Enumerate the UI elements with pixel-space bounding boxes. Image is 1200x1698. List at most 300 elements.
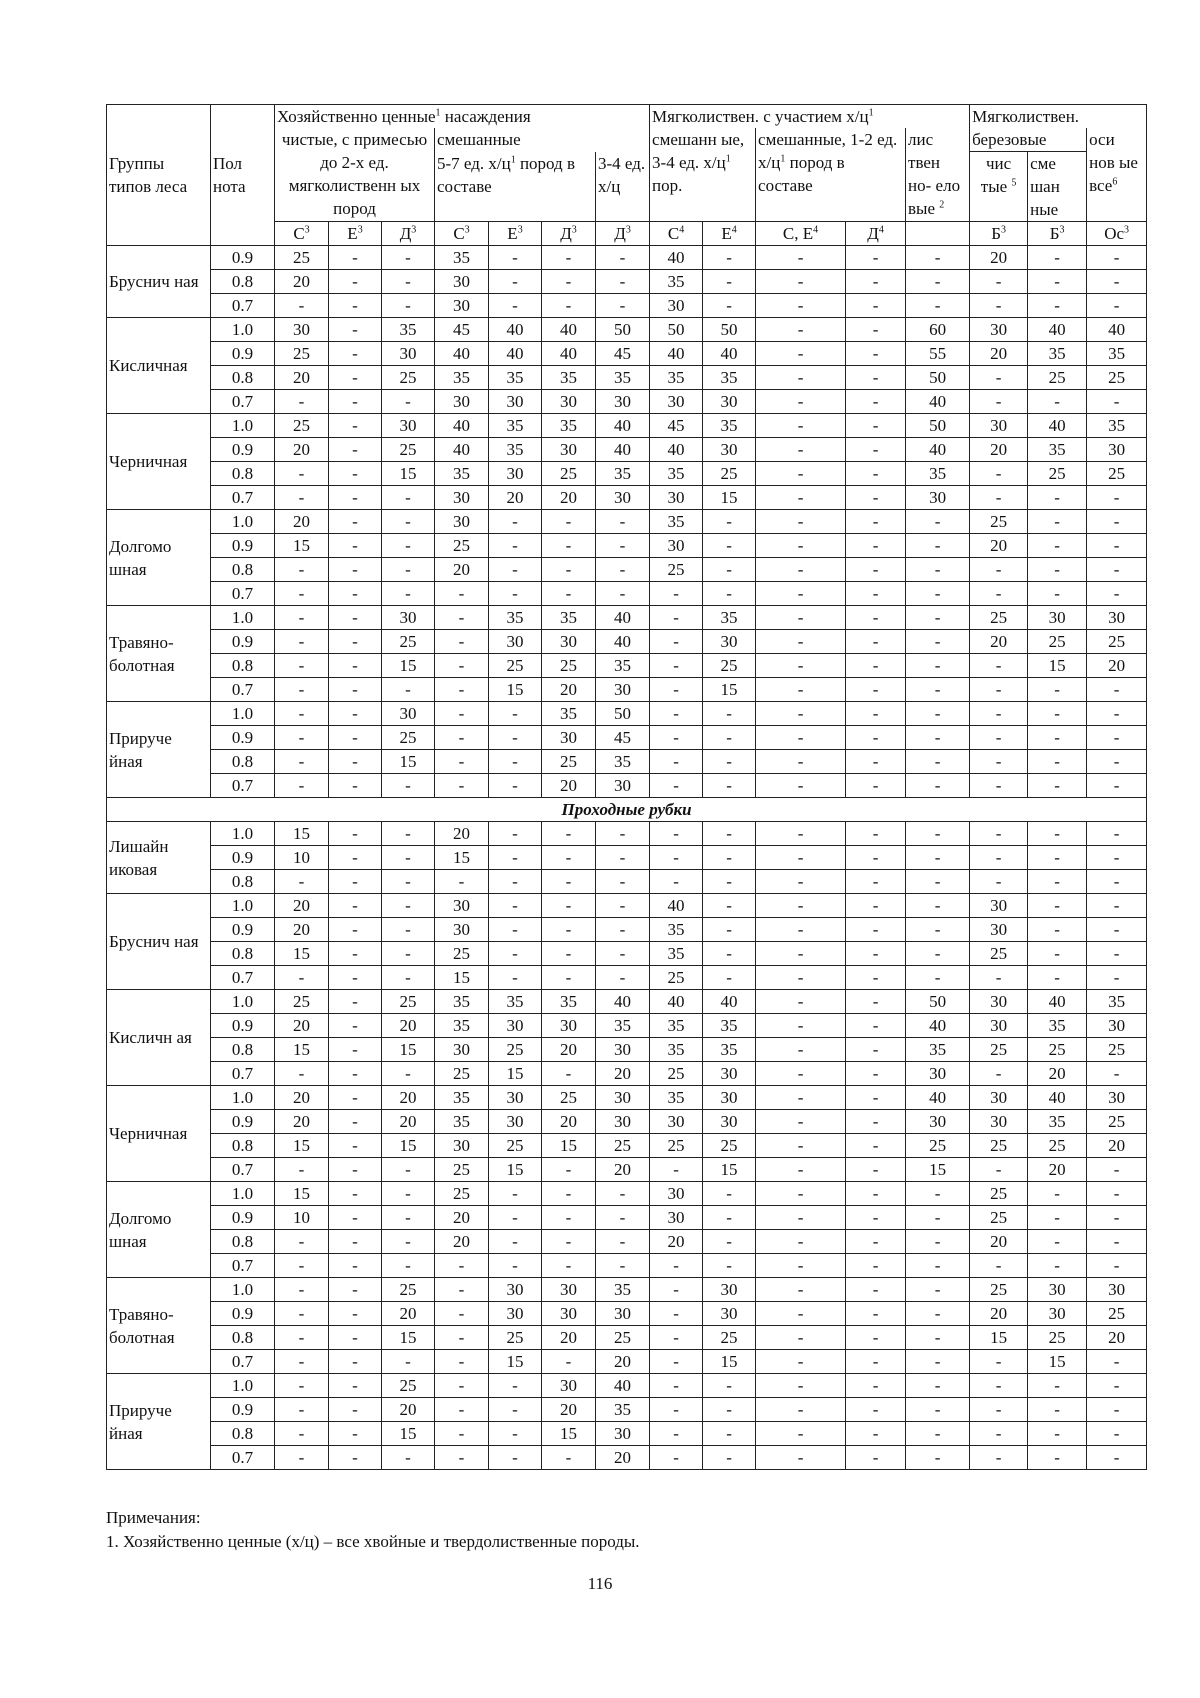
value-cell: - xyxy=(1028,774,1087,798)
value-cell: 30 xyxy=(650,390,703,414)
value-cell: - xyxy=(846,750,906,774)
value-cell: 15 xyxy=(382,1038,435,1062)
section-title: Проходные рубки xyxy=(107,798,1147,822)
mixed-header: смешанные xyxy=(435,128,650,152)
value-cell: - xyxy=(435,654,489,678)
value-cell: - xyxy=(756,990,846,1014)
value-cell: - xyxy=(329,1062,382,1086)
value-cell: - xyxy=(1028,678,1087,702)
density-cell: 0.9 xyxy=(211,1110,275,1134)
value-cell: - xyxy=(970,486,1028,510)
value-cell: - xyxy=(1087,270,1147,294)
value-cell: 30 xyxy=(650,486,703,510)
birch-mixed-header: сме шан ные xyxy=(1028,152,1087,222)
value-cell: 35 xyxy=(906,462,970,486)
value-cell: - xyxy=(906,750,970,774)
density-cell: 0.8 xyxy=(211,366,275,390)
value-cell: 25 xyxy=(489,1038,542,1062)
value-cell: 25 xyxy=(275,990,329,1014)
value-cell: 40 xyxy=(596,414,650,438)
value-cell: - xyxy=(489,846,542,870)
value-cell: - xyxy=(906,918,970,942)
value-cell: 35 xyxy=(1087,414,1147,438)
value-cell: 15 xyxy=(435,846,489,870)
value-cell: 35 xyxy=(435,990,489,1014)
value-cell: 50 xyxy=(906,366,970,390)
species-cell: $С^4$ xyxy=(650,222,703,246)
value-cell: - xyxy=(703,582,756,606)
value-cell: 30 xyxy=(596,1422,650,1446)
value-cell: - xyxy=(382,1062,435,1086)
value-cell: 20 xyxy=(970,1230,1028,1254)
value-cell: - xyxy=(596,870,650,894)
value-cell: 30 xyxy=(906,486,970,510)
value-cell: 50 xyxy=(650,318,703,342)
table-row xyxy=(107,1446,1147,1470)
density-cell: 0.7 xyxy=(211,966,275,990)
value-cell: 20 xyxy=(382,1110,435,1134)
value-cell: - xyxy=(329,1206,382,1230)
value-cell: 15 xyxy=(275,1182,329,1206)
density-cell: 0.8 xyxy=(211,1134,275,1158)
value-cell: - xyxy=(329,1350,382,1374)
value-cell: - xyxy=(756,1374,846,1398)
density-cell: 0.9 xyxy=(211,1398,275,1422)
value-cell: - xyxy=(846,1182,906,1206)
value-cell: - xyxy=(756,1134,846,1158)
density-cell: 1.0 xyxy=(211,990,275,1014)
value-cell: - xyxy=(703,1254,756,1278)
value-cell: - xyxy=(275,558,329,582)
density-cell: 0.7 xyxy=(211,1446,275,1470)
value-cell: 20 xyxy=(435,1206,489,1230)
value-cell: 25 xyxy=(382,990,435,1014)
species-cell: $Д^3$ xyxy=(542,222,596,246)
species-cell: $Д^3$ xyxy=(596,222,650,246)
value-cell: - xyxy=(703,1374,756,1398)
value-cell: - xyxy=(846,942,906,966)
value-cell: 35 xyxy=(489,438,542,462)
value-cell: 25 xyxy=(1028,630,1087,654)
value-cell: - xyxy=(1028,966,1087,990)
value-cell: - xyxy=(756,510,846,534)
value-cell: 15 xyxy=(489,1158,542,1182)
value-cell: - xyxy=(329,1254,382,1278)
value-cell: 25 xyxy=(275,342,329,366)
value-cell: 25 xyxy=(970,942,1028,966)
value-cell: 25 xyxy=(382,630,435,654)
value-cell: - xyxy=(542,1158,596,1182)
value-cell: 40 xyxy=(1028,414,1087,438)
spruce-deciduous-header: лис твен но- ело вые $^2$ xyxy=(906,128,970,222)
value-cell: 30 xyxy=(596,1086,650,1110)
value-cell: - xyxy=(1028,390,1087,414)
value-cell: - xyxy=(275,1158,329,1182)
value-cell: - xyxy=(970,390,1028,414)
mixed34hc-header: 3-4 ед. х/ц xyxy=(596,152,650,222)
value-cell: 35 xyxy=(596,750,650,774)
value-cell: - xyxy=(906,942,970,966)
value-cell: - xyxy=(1087,870,1147,894)
value-cell: - xyxy=(756,918,846,942)
value-cell: - xyxy=(970,870,1028,894)
table-row xyxy=(107,1230,1147,1254)
value-cell: 30 xyxy=(650,1182,703,1206)
value-cell: 40 xyxy=(596,606,650,630)
table-row xyxy=(107,294,1147,318)
value-cell: - xyxy=(1028,1254,1087,1278)
value-cell: - xyxy=(906,1422,970,1446)
notes xyxy=(106,1506,640,1554)
species-cell: $Б^3$ xyxy=(970,222,1028,246)
value-cell: - xyxy=(1028,894,1087,918)
value-cell: - xyxy=(906,294,970,318)
value-cell: 25 xyxy=(542,1086,596,1110)
value-cell: - xyxy=(1028,1182,1087,1206)
value-cell: - xyxy=(329,1398,382,1422)
value-cell: - xyxy=(382,1158,435,1182)
value-cell: 20 xyxy=(1028,1062,1087,1086)
density-cell: 0.9 xyxy=(211,246,275,270)
value-cell: 30 xyxy=(970,990,1028,1014)
value-cell: - xyxy=(596,846,650,870)
value-cell: - xyxy=(703,294,756,318)
value-cell: - xyxy=(703,1446,756,1470)
value-cell: - xyxy=(489,894,542,918)
table-row xyxy=(107,1158,1147,1182)
value-cell: - xyxy=(1087,750,1147,774)
value-cell: - xyxy=(650,678,703,702)
value-cell: - xyxy=(329,1278,382,1302)
value-cell: - xyxy=(846,1254,906,1278)
value-cell: - xyxy=(329,1086,382,1110)
value-cell: 25 xyxy=(596,1326,650,1350)
value-cell: - xyxy=(1087,1446,1147,1470)
value-cell: 20 xyxy=(970,438,1028,462)
value-cell: - xyxy=(542,1446,596,1470)
value-cell: 30 xyxy=(596,678,650,702)
value-cell: - xyxy=(1087,774,1147,798)
value-cell: 20 xyxy=(435,822,489,846)
density-cell: 0.8 xyxy=(211,870,275,894)
value-cell: 25 xyxy=(703,654,756,678)
value-cell: 35 xyxy=(382,318,435,342)
value-cell: 40 xyxy=(596,438,650,462)
value-cell: - xyxy=(756,750,846,774)
value-cell: 15 xyxy=(1028,1350,1087,1374)
value-cell: 40 xyxy=(1028,318,1087,342)
value-cell: - xyxy=(703,270,756,294)
value-cell: - xyxy=(756,942,846,966)
value-cell: 40 xyxy=(1028,1086,1087,1110)
density-cell: 0.7 xyxy=(211,486,275,510)
value-cell: - xyxy=(596,918,650,942)
pure-header: чистые, с примесью до 2-х ед. мягколиственн ых пород xyxy=(275,128,435,222)
value-cell: - xyxy=(756,342,846,366)
value-cell: - xyxy=(489,1422,542,1446)
value-cell: 25 xyxy=(970,1182,1028,1206)
table-row xyxy=(107,990,1147,1014)
value-cell: - xyxy=(650,630,703,654)
value-cell: 10 xyxy=(275,1206,329,1230)
value-cell: - xyxy=(756,1230,846,1254)
value-cell: 25 xyxy=(970,1038,1028,1062)
value-cell: - xyxy=(275,1446,329,1470)
value-cell: - xyxy=(756,726,846,750)
value-cell: - xyxy=(489,1446,542,1470)
value-cell: 30 xyxy=(970,918,1028,942)
value-cell: 30 xyxy=(435,294,489,318)
density-cell: 0.8 xyxy=(211,942,275,966)
value-cell: 35 xyxy=(650,1014,703,1038)
value-cell: - xyxy=(329,678,382,702)
value-cell: - xyxy=(906,246,970,270)
table-row xyxy=(107,486,1147,510)
density-cell: 0.8 xyxy=(211,558,275,582)
value-cell: 40 xyxy=(906,1014,970,1038)
value-cell: - xyxy=(275,1422,329,1446)
value-cell: 35 xyxy=(650,270,703,294)
value-cell: 25 xyxy=(542,654,596,678)
value-cell: - xyxy=(275,654,329,678)
value-cell: - xyxy=(906,510,970,534)
table-row xyxy=(107,870,1147,894)
value-cell: - xyxy=(650,1254,703,1278)
value-cell: - xyxy=(382,1254,435,1278)
value-cell: 25 xyxy=(1087,1302,1147,1326)
value-cell: - xyxy=(846,318,906,342)
value-cell: 30 xyxy=(489,1014,542,1038)
value-cell: - xyxy=(1087,246,1147,270)
value-cell: - xyxy=(435,1254,489,1278)
value-cell: - xyxy=(435,678,489,702)
value-cell: - xyxy=(650,606,703,630)
value-cell: - xyxy=(756,846,846,870)
value-cell: - xyxy=(489,510,542,534)
table-row xyxy=(107,1134,1147,1158)
value-cell: 30 xyxy=(489,630,542,654)
value-cell: 50 xyxy=(596,702,650,726)
value-cell: - xyxy=(756,1086,846,1110)
group-name: Кисличная xyxy=(107,318,211,414)
table-row xyxy=(107,270,1147,294)
value-cell: 25 xyxy=(435,534,489,558)
value-cell: - xyxy=(846,1158,906,1182)
value-cell: - xyxy=(846,414,906,438)
table-row xyxy=(107,1110,1147,1134)
value-cell: - xyxy=(275,1278,329,1302)
value-cell: - xyxy=(650,1446,703,1470)
value-cell: 30 xyxy=(489,1110,542,1134)
value-cell: - xyxy=(489,294,542,318)
value-cell: - xyxy=(1028,1398,1087,1422)
density-header: Пол нота xyxy=(211,105,275,246)
value-cell: 20 xyxy=(542,678,596,702)
forest-thinning-table xyxy=(106,104,1147,1470)
value-cell: 25 xyxy=(1028,1038,1087,1062)
density-cell: 1.0 xyxy=(211,1374,275,1398)
density-cell: 0.9 xyxy=(211,342,275,366)
value-cell: - xyxy=(846,1398,906,1422)
value-cell: - xyxy=(846,654,906,678)
value-cell: 15 xyxy=(1028,654,1087,678)
value-cell: 30 xyxy=(435,510,489,534)
value-cell: - xyxy=(382,1230,435,1254)
value-cell: - xyxy=(756,1182,846,1206)
density-cell: 0.9 xyxy=(211,1302,275,1326)
density-cell: 1.0 xyxy=(211,1278,275,1302)
value-cell: 30 xyxy=(970,1086,1028,1110)
softwood-header: Мягколиствен. xyxy=(970,105,1147,129)
value-cell: - xyxy=(906,846,970,870)
value-cell: 30 xyxy=(542,1014,596,1038)
value-cell: - xyxy=(1028,846,1087,870)
value-cell: - xyxy=(329,462,382,486)
value-cell: - xyxy=(382,822,435,846)
value-cell: 30 xyxy=(542,726,596,750)
value-cell: - xyxy=(906,630,970,654)
value-cell: 40 xyxy=(596,1374,650,1398)
density-cell: 0.7 xyxy=(211,1254,275,1278)
value-cell: 20 xyxy=(542,486,596,510)
value-cell: - xyxy=(846,678,906,702)
density-cell: 1.0 xyxy=(211,1182,275,1206)
value-cell: - xyxy=(275,1254,329,1278)
value-cell: - xyxy=(703,894,756,918)
value-cell: 25 xyxy=(275,414,329,438)
value-cell: - xyxy=(1087,678,1147,702)
value-cell: - xyxy=(846,966,906,990)
group-name: Черничная xyxy=(107,1086,211,1182)
value-cell: - xyxy=(275,606,329,630)
value-cell: 30 xyxy=(650,1110,703,1134)
value-cell: 30 xyxy=(489,1278,542,1302)
value-cell: - xyxy=(1028,1446,1087,1470)
value-cell: 20 xyxy=(275,1110,329,1134)
value-cell: - xyxy=(756,678,846,702)
table-row xyxy=(107,534,1147,558)
density-cell: 1.0 xyxy=(211,822,275,846)
group-header: Группы типов леса xyxy=(107,105,211,246)
value-cell: 25 xyxy=(1087,366,1147,390)
value-cell: 15 xyxy=(275,1134,329,1158)
table-row xyxy=(107,1086,1147,1110)
value-cell: - xyxy=(906,1446,970,1470)
table-row xyxy=(107,1254,1147,1278)
value-cell: 35 xyxy=(1028,438,1087,462)
value-cell: 20 xyxy=(596,1446,650,1470)
value-cell: - xyxy=(542,246,596,270)
value-cell: - xyxy=(846,774,906,798)
value-cell: - xyxy=(703,1230,756,1254)
value-cell: - xyxy=(703,870,756,894)
value-cell: 30 xyxy=(489,390,542,414)
table-row xyxy=(107,774,1147,798)
value-cell: - xyxy=(1087,1182,1147,1206)
value-cell: - xyxy=(382,942,435,966)
table-row xyxy=(107,1014,1147,1038)
value-cell: - xyxy=(542,270,596,294)
value-cell: - xyxy=(846,606,906,630)
table-row xyxy=(107,654,1147,678)
value-cell: 30 xyxy=(435,270,489,294)
value-cell: - xyxy=(489,1398,542,1422)
birch-pure-header: чис тые $^5$ xyxy=(970,152,1028,222)
value-cell: - xyxy=(1087,1350,1147,1374)
value-cell: 35 xyxy=(489,366,542,390)
value-cell: 30 xyxy=(650,294,703,318)
value-cell: 20 xyxy=(970,630,1028,654)
value-cell: 20 xyxy=(542,774,596,798)
value-cell: - xyxy=(489,822,542,846)
group-name: Приручe йная xyxy=(107,1374,211,1470)
value-cell: - xyxy=(703,750,756,774)
value-cell: 30 xyxy=(382,606,435,630)
value-cell: - xyxy=(489,534,542,558)
value-cell: 35 xyxy=(1028,342,1087,366)
value-cell: - xyxy=(906,654,970,678)
value-cell: 20 xyxy=(382,1302,435,1326)
value-cell: - xyxy=(1087,294,1147,318)
value-cell: 40 xyxy=(703,342,756,366)
value-cell: 35 xyxy=(703,366,756,390)
value-cell: - xyxy=(1028,558,1087,582)
value-cell: 20 xyxy=(382,1086,435,1110)
table-row xyxy=(107,510,1147,534)
value-cell: 25 xyxy=(382,438,435,462)
density-cell: 0.7 xyxy=(211,390,275,414)
value-cell: - xyxy=(1087,1398,1147,1422)
value-cell: 25 xyxy=(650,1134,703,1158)
value-cell: - xyxy=(542,894,596,918)
value-cell: - xyxy=(703,1422,756,1446)
value-cell: - xyxy=(906,870,970,894)
value-cell: - xyxy=(1028,270,1087,294)
value-cell: - xyxy=(906,1326,970,1350)
value-cell: 35 xyxy=(650,1038,703,1062)
value-cell: 30 xyxy=(542,438,596,462)
value-cell: - xyxy=(756,270,846,294)
value-cell: - xyxy=(329,1446,382,1470)
value-cell: - xyxy=(1087,1062,1147,1086)
value-cell: 25 xyxy=(1028,1326,1087,1350)
value-cell: - xyxy=(846,582,906,606)
mixed57-header: 5-7 ед. $х/ц^1$ пород в составе xyxy=(435,152,596,222)
value-cell: 30 xyxy=(435,1038,489,1062)
value-cell: 25 xyxy=(703,1134,756,1158)
value-cell: 40 xyxy=(650,990,703,1014)
density-cell: 0.9 xyxy=(211,1014,275,1038)
value-cell: - xyxy=(970,366,1028,390)
value-cell: - xyxy=(382,1206,435,1230)
value-cell: - xyxy=(906,1278,970,1302)
value-cell: - xyxy=(756,294,846,318)
value-cell: - xyxy=(906,966,970,990)
value-cell: - xyxy=(846,270,906,294)
value-cell: - xyxy=(329,846,382,870)
value-cell: - xyxy=(382,582,435,606)
value-cell: - xyxy=(970,1446,1028,1470)
value-cell: 35 xyxy=(435,1014,489,1038)
value-cell: - xyxy=(703,774,756,798)
value-cell: - xyxy=(846,366,906,390)
group-name: Долгомо шная xyxy=(107,1182,211,1278)
group-name: Травяно- болотная xyxy=(107,606,211,702)
value-cell: - xyxy=(1087,1206,1147,1230)
value-cell: 25 xyxy=(275,246,329,270)
value-cell: 25 xyxy=(970,1206,1028,1230)
density-cell: 0.8 xyxy=(211,462,275,486)
